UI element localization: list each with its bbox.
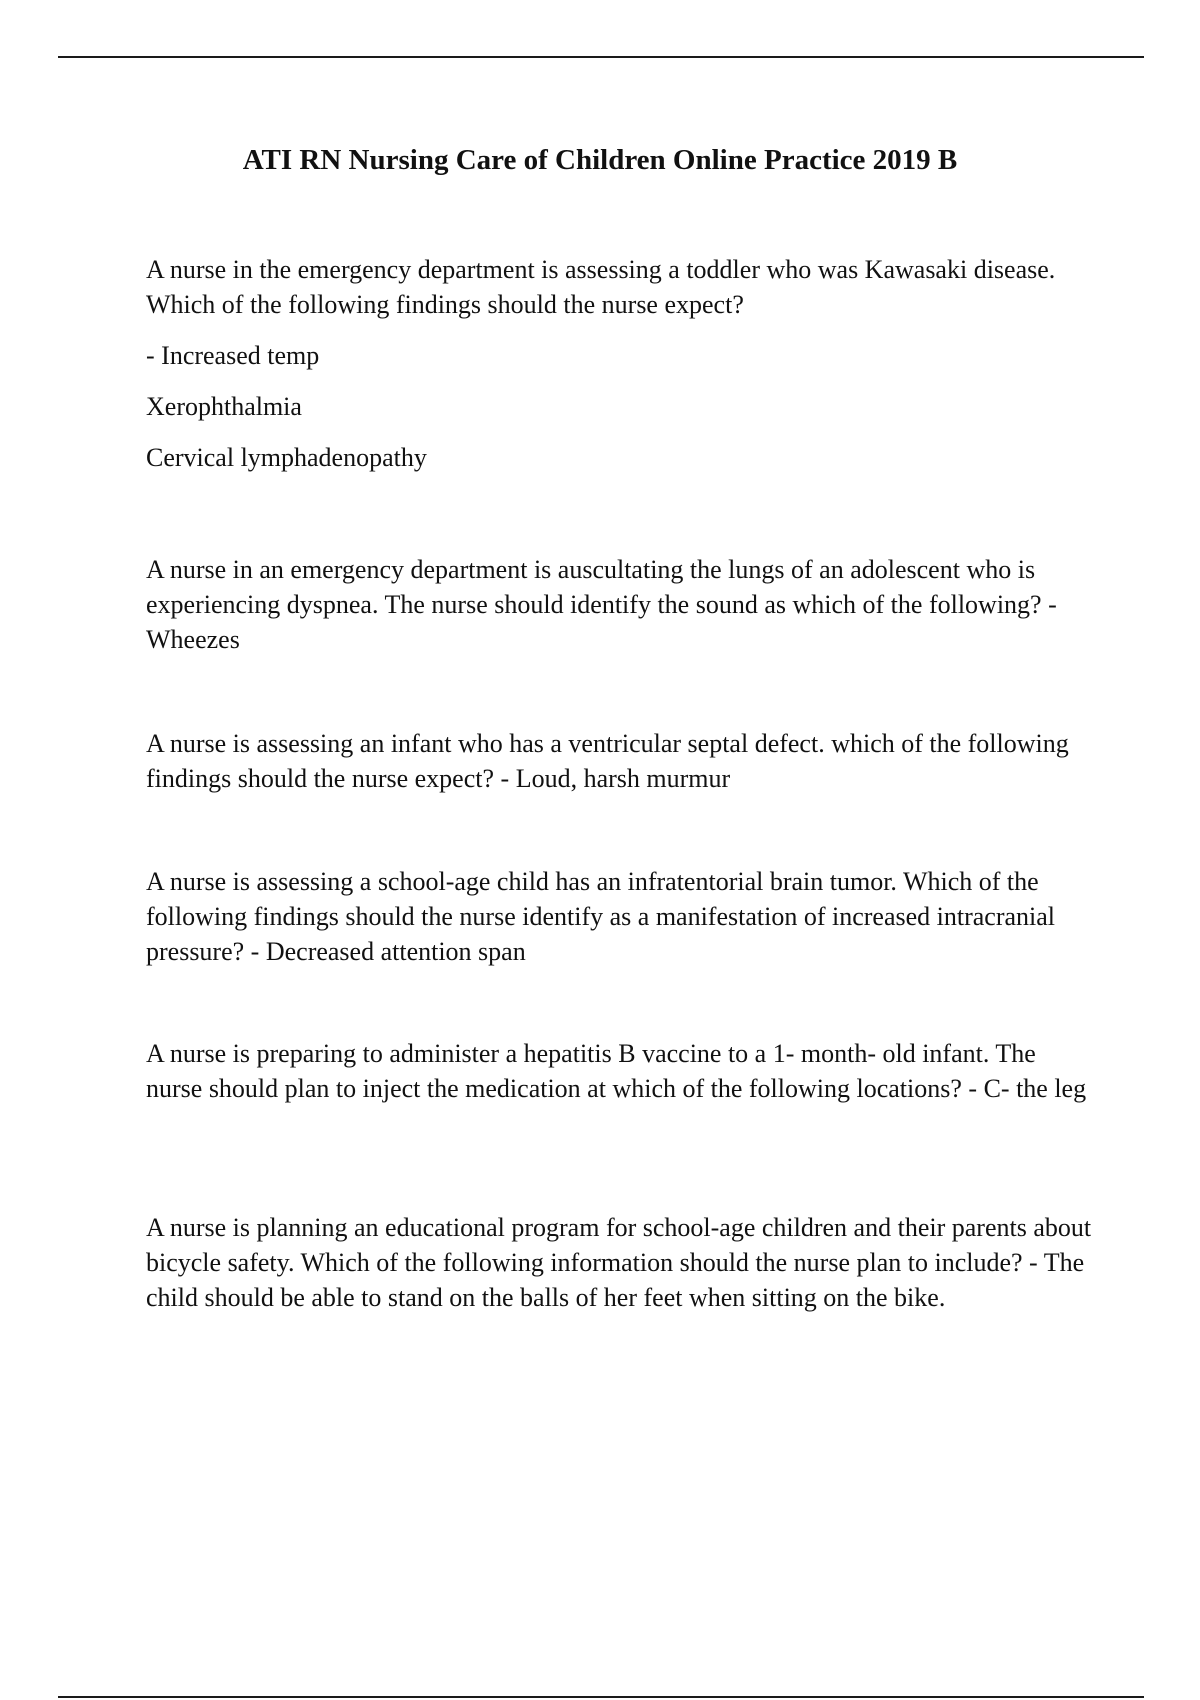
- question-text: A nurse is preparing to administer a hepatitis B vaccine to a 1- month- old infant. The nurse should plan to inject the medication at which of the following locations? - C- the leg: [146, 1039, 1087, 1103]
- question-block: [146, 1210, 1096, 1350]
- answer-text: Cervical lymphadenopathy: [146, 443, 427, 472]
- question-block: [146, 726, 1096, 864]
- question-text: A nurse is assessing an infant who has a ventricular septal defect. which of the following findings should the nurse expect? - Loud, harsh murmur: [146, 729, 1069, 793]
- answer-text: - Increased temp: [146, 341, 320, 370]
- document-body: [146, 252, 1096, 1350]
- top-divider: [58, 56, 1144, 58]
- question-block: [146, 252, 1096, 552]
- document-title: ATI RN Nursing Care of Children Online Practice 2019 B: [242, 144, 958, 176]
- question-block: [146, 552, 1096, 726]
- question-text: A nurse is planning an educational program for school-age children and their parents about bicycle safety. Which of the following information should the nurse plan to include? - The child should be able to stand on the balls of her feet when sitting on the bike.: [146, 1213, 1092, 1312]
- question-block: [146, 864, 1096, 1036]
- bottom-divider: [58, 1696, 1144, 1698]
- answer-text: Xerophthalmia: [146, 392, 302, 421]
- question-text: A nurse in the emergency department is assessing a toddler who was Kawasaki disease. Which of the following findings should the nurse expect?: [146, 255, 1056, 319]
- question-block: [146, 1036, 1096, 1210]
- question-text: A nurse in an emergency department is auscultating the lungs of an adolescent who is experiencing dyspnea. The nurse should identify the sound as which of the following? - Wheezes: [146, 555, 1057, 654]
- question-text: A nurse is assessing a school-age child has an infratentorial brain tumor. Which of the following findings should the nurse identify as a manifestation of increased intracranial pressure? - Decreased attention span: [146, 867, 1056, 966]
